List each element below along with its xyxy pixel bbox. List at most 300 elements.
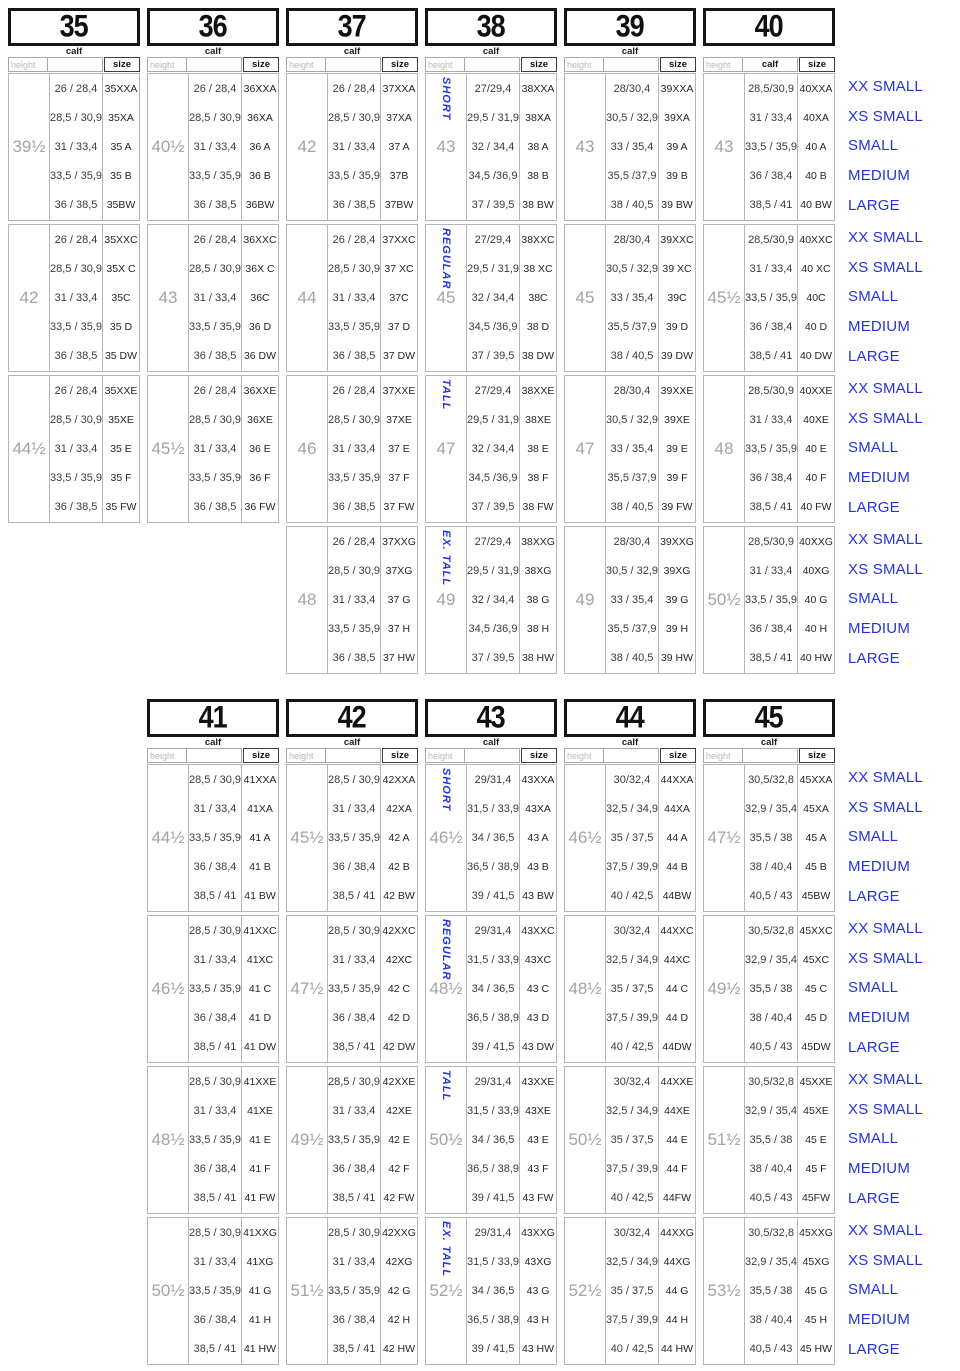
size-code: 42 FW	[383, 1192, 415, 1205]
size-block	[425, 526, 557, 674]
size-codes	[381, 74, 417, 220]
height-value: 48	[297, 590, 317, 609]
size-code: 40 F	[805, 472, 827, 485]
size-code: 45XC	[802, 953, 830, 966]
calf-values	[606, 916, 659, 1062]
size-code: 44 B	[666, 861, 688, 874]
fit-band-label: SHORT	[440, 77, 452, 121]
size-category-label: SMALL	[848, 439, 899, 457]
size-codes	[798, 916, 834, 1062]
size-code: 45 A	[805, 831, 827, 844]
column-header-row	[564, 57, 696, 72]
size-code: 37 XC	[384, 262, 414, 275]
calf-range: 30/32,4	[613, 773, 651, 786]
shoe-size-value: 35	[59, 9, 89, 44]
size-category-labels	[848, 71, 923, 673]
size-code: 45 E	[805, 1133, 827, 1146]
calf-values	[745, 225, 798, 371]
height-value: 43	[714, 137, 734, 156]
calf-range: 29,5 / 31,9	[467, 262, 519, 275]
size-code: 42XXC	[382, 924, 416, 937]
size-codes	[520, 74, 556, 220]
calf-range: 33,5 / 35,9	[328, 170, 380, 183]
size-column-42	[286, 699, 418, 1365]
height-header: height	[147, 57, 187, 72]
calf-values	[50, 74, 103, 220]
size-code: 39XA	[664, 111, 690, 124]
height-value: 49½	[707, 979, 741, 998]
calf-range: 35 / 37,5	[610, 1133, 654, 1146]
size-codes	[659, 225, 695, 371]
size-code: 43 HW	[521, 1343, 555, 1356]
size-code: 36BW	[245, 199, 275, 212]
height-value: 48½	[429, 979, 463, 998]
calf-range: 38 / 40,4	[749, 1012, 793, 1025]
size-code: 38 A	[527, 140, 549, 153]
calf-range: 34,5 /36,9	[468, 170, 518, 183]
height-cell	[565, 1218, 606, 1364]
size-code: 37 HW	[382, 652, 416, 665]
size-header: size	[660, 57, 696, 72]
calf-range: 38,5 / 41	[749, 652, 793, 665]
calf-range: 37,5 / 39,9	[606, 1012, 658, 1025]
size-blocks	[425, 73, 557, 674]
size-code: 35 B	[110, 170, 132, 183]
size-code: 43 A	[527, 831, 549, 844]
size-code: 40 G	[804, 593, 828, 606]
size-category-label: LARGE	[848, 1340, 900, 1358]
size-code: 39 XC	[662, 262, 692, 275]
calf-values	[328, 74, 381, 220]
calf-label: calf	[482, 737, 500, 748]
shoe-size-value: 40	[754, 9, 784, 44]
section-sizes-35-40	[8, 8, 960, 674]
size-code: 37B	[389, 170, 409, 183]
shoe-size-value: 44	[615, 700, 645, 735]
calf-range: 26 / 28,4	[54, 82, 98, 95]
calf-range: 28,5 / 30,9	[189, 1226, 241, 1239]
height-value: 50½	[151, 1281, 185, 1300]
size-codes	[242, 1218, 278, 1364]
calf-range: 33,5 / 35,9	[745, 140, 797, 153]
height-cell	[426, 527, 467, 673]
calf-values	[189, 376, 242, 522]
size-codes	[798, 74, 834, 220]
shoe-size-header	[564, 8, 696, 46]
size-code: 41 D	[248, 1012, 272, 1025]
size-code: 44 A	[666, 831, 688, 844]
calf-range: 33,5 / 35,9	[189, 321, 241, 334]
calf-label	[703, 46, 835, 57]
size-category-label: SMALL	[848, 590, 899, 608]
size-code: 45XA	[803, 802, 829, 815]
size-header: size	[799, 57, 835, 72]
calf-range: 38 / 40,5	[610, 652, 654, 665]
height-value: 46½	[429, 828, 463, 847]
fit-band-label: REGULAR	[440, 228, 452, 290]
size-code: 40 DW	[799, 350, 833, 363]
height-value: 52½	[568, 1281, 602, 1300]
size-header: size	[243, 748, 279, 763]
calf-range: 26 / 28,4	[332, 82, 376, 95]
size-code: 42 DW	[382, 1041, 416, 1054]
calf-values	[745, 765, 798, 911]
calf-range: 38,5 / 41	[193, 1192, 237, 1205]
size-block	[703, 375, 835, 523]
calf-range: 33,5 / 35,9	[328, 982, 380, 995]
size-code: 42XC	[385, 953, 413, 966]
calf-range: 32 / 34,4	[471, 442, 515, 455]
calf-range: 34 / 36,5	[471, 1284, 515, 1297]
height-cell	[287, 74, 328, 220]
calf-range: 28,5 / 30,9	[50, 262, 102, 275]
calf-values	[467, 74, 520, 220]
size-category-label: LARGE	[848, 649, 900, 667]
calf-range: 34 / 36,5	[471, 1133, 515, 1146]
calf-range: 32 / 34,4	[471, 291, 515, 304]
size-code: 40XE	[803, 413, 829, 426]
size-code: 43 H	[526, 1314, 550, 1327]
height-value: 45	[436, 288, 456, 307]
size-code: 35 A	[110, 140, 132, 153]
height-cell	[287, 376, 328, 522]
height-value: 44½	[151, 828, 185, 847]
size-header: size	[799, 748, 835, 763]
size-code: 37 F	[388, 472, 410, 485]
size-code: 41XXG	[243, 1226, 277, 1239]
size-codes	[659, 527, 695, 673]
size-code: 44XXA	[660, 773, 694, 786]
size-code: 45 B	[805, 861, 827, 874]
size-code: 37XXA	[382, 82, 416, 95]
height-header: height	[286, 748, 326, 763]
height-cell	[148, 376, 189, 522]
size-code: 37XE	[386, 413, 412, 426]
calf-range: 36 / 38,5	[332, 501, 376, 514]
height-value: 44½	[12, 439, 46, 458]
size-codes	[242, 916, 278, 1062]
size-code: 43 FW	[522, 1192, 554, 1205]
size-codes	[659, 74, 695, 220]
size-code: 35 F	[110, 472, 132, 485]
size-code: 35C	[111, 291, 131, 304]
size-code: 38 E	[527, 442, 549, 455]
height-cell	[287, 765, 328, 911]
calf-range: 36 / 38,4	[332, 1163, 376, 1176]
size-code: 39 B	[666, 170, 688, 183]
calf-values	[745, 527, 798, 673]
calf-values	[467, 916, 520, 1062]
size-codes	[242, 376, 278, 522]
column-header-row	[147, 748, 279, 763]
calf-range: 36 / 38,5	[332, 350, 376, 363]
size-codes	[381, 765, 417, 911]
calf-values	[189, 74, 242, 220]
calf-range: 33,5 / 35,9	[745, 593, 797, 606]
calf-values	[606, 1067, 659, 1213]
size-codes	[520, 765, 556, 911]
height-cell	[704, 74, 745, 220]
calf-values	[328, 916, 381, 1062]
calf-range: 29/31,4	[474, 773, 512, 786]
size-block	[147, 915, 279, 1063]
height-cell	[287, 527, 328, 673]
size-code: 41XXA	[243, 773, 277, 786]
size-codes	[103, 74, 139, 220]
size-block	[703, 915, 835, 1063]
calf-range: 31 / 33,4	[193, 140, 237, 153]
size-category-label: XS SMALL	[848, 409, 923, 427]
size-code: 44BW	[662, 890, 692, 903]
calf-range: 26 / 28,4	[193, 82, 237, 95]
size-code: 36 A	[249, 140, 271, 153]
calf-range: 28/30,4	[613, 535, 651, 548]
size-header: size	[243, 57, 279, 72]
calf-range: 30,5 / 32,9	[606, 413, 658, 426]
calf-range: 34,5 /36,9	[468, 472, 518, 485]
calf-range: 38,5 / 41	[749, 501, 793, 514]
size-code: 39 E	[666, 442, 688, 455]
size-code: 45XG	[802, 1255, 830, 1268]
size-block	[564, 1066, 696, 1214]
calf-range: 35,5 / 38	[749, 831, 793, 844]
calf-range: 28,5 / 30,9	[328, 1075, 380, 1088]
calf-range: 30,5 / 32,9	[606, 262, 658, 275]
size-code: 44XE	[664, 1104, 690, 1117]
size-code: 45 H	[804, 1314, 828, 1327]
size-codes	[242, 765, 278, 911]
calf-range: 32,9 / 35,4	[745, 802, 797, 815]
calf-values	[328, 1218, 381, 1364]
size-block	[425, 375, 557, 523]
calf-range: 31 / 33,4	[749, 413, 793, 426]
size-block	[286, 224, 418, 372]
height-header: height	[425, 57, 465, 72]
size-blocks	[8, 73, 140, 523]
size-code: 38 DW	[521, 350, 555, 363]
size-code: 38XG	[524, 564, 552, 577]
size-code: 42XG	[385, 1255, 413, 1268]
size-code: 38 XC	[523, 262, 553, 275]
fit-band-label: EX. TALL	[440, 1221, 452, 1278]
size-code: 41XXC	[243, 924, 277, 937]
calf-range: 28,5 / 30,9	[189, 413, 241, 426]
calf-label: calf	[760, 737, 778, 748]
calf-range: 33,5 / 35,9	[745, 291, 797, 304]
shoe-size-header	[564, 699, 696, 737]
calf-values	[467, 225, 520, 371]
size-code: 36 FW	[244, 501, 276, 514]
height-value: 42	[297, 137, 317, 156]
size-category-label: XS SMALL	[848, 258, 923, 276]
calf-range: 31 / 33,4	[54, 140, 98, 153]
height-header: height	[703, 57, 743, 72]
size-category-label: XS SMALL	[848, 1100, 923, 1118]
size-block	[286, 1217, 418, 1365]
size-header: size	[660, 748, 696, 763]
size-code: 40 FW	[800, 501, 832, 514]
calf-range: 27/29,4	[474, 82, 512, 95]
size-blocks	[425, 764, 557, 1365]
size-code: 44 H	[665, 1314, 689, 1327]
calf-range: 28,5/30,9	[748, 82, 794, 95]
size-category-label: MEDIUM	[848, 1311, 911, 1329]
size-code: 43XE	[525, 1104, 551, 1117]
height-value: 48½	[151, 1130, 185, 1149]
height-cell	[704, 225, 745, 371]
shoe-size-value: 45	[754, 700, 784, 735]
calf-range: 32 / 34,4	[471, 593, 515, 606]
size-block	[147, 375, 279, 523]
calf-range: 34 / 36,5	[471, 982, 515, 995]
calf-range: 33,5 / 35,9	[328, 623, 380, 636]
size-code: 37XXC	[382, 233, 416, 246]
calf-values	[745, 916, 798, 1062]
calf-range: 28,5 / 30,9	[189, 924, 241, 937]
size-code: 39XG	[663, 564, 691, 577]
calf-range: 36 / 38,5	[332, 199, 376, 212]
calf-range: 36,5 / 38,9	[467, 1314, 519, 1327]
size-codes	[381, 1067, 417, 1213]
size-category-label-group	[848, 914, 923, 1062]
size-block	[425, 73, 557, 221]
size-category-label: LARGE	[848, 196, 900, 214]
height-cell	[704, 1067, 745, 1213]
calf-range: 33,5 / 35,9	[189, 170, 241, 183]
size-code: 37 H	[387, 623, 411, 636]
size-code: 42 A	[388, 831, 410, 844]
calf-range: 36 / 38,4	[332, 861, 376, 874]
calf-range: 33,5 / 35,9	[189, 831, 241, 844]
size-code: 41XC	[246, 953, 274, 966]
size-code: 38XA	[525, 111, 551, 124]
size-code: 35 FW	[105, 501, 137, 514]
height-cell	[9, 74, 50, 220]
height-cell	[565, 916, 606, 1062]
calf-range: 29,5 / 31,9	[467, 111, 519, 124]
calf-range: 31 / 33,4	[54, 291, 98, 304]
size-code: 41 HW	[243, 1343, 277, 1356]
size-block	[564, 224, 696, 372]
calf-range: 32,5 / 34,9	[606, 802, 658, 815]
calf-range: 40,5 / 43	[749, 890, 793, 903]
height-value: 47	[575, 439, 595, 458]
size-code: 43XXC	[521, 924, 555, 937]
size-category-label: MEDIUM	[848, 469, 911, 487]
calf-values	[606, 376, 659, 522]
calf-range: 35,5 / 38	[749, 1133, 793, 1146]
height-cell	[148, 225, 189, 371]
shoe-size-header	[703, 699, 835, 737]
calf-range: 26 / 28,4	[193, 384, 237, 397]
size-code: 35 DW	[104, 350, 138, 363]
calf-range: 33 / 35,4	[610, 140, 654, 153]
size-code: 35XA	[108, 111, 134, 124]
fit-band-label: REGULAR	[440, 919, 452, 981]
calf-values	[328, 765, 381, 911]
calf-header	[465, 57, 520, 72]
calf-range: 28,5/30,9	[748, 384, 794, 397]
height-cell	[704, 376, 745, 522]
height-cell	[565, 527, 606, 673]
calf-range: 31 / 33,4	[193, 802, 237, 815]
calf-range: 36 / 38,5	[193, 350, 237, 363]
calf-range: 40,5 / 43	[749, 1343, 793, 1356]
size-code: 40 A	[805, 140, 827, 153]
calf-range: 39 / 41,5	[471, 1041, 515, 1054]
size-category-label: XX SMALL	[848, 920, 923, 938]
calf-range: 38,5 / 41	[749, 199, 793, 212]
size-code: 37BW	[384, 199, 414, 212]
calf-range: 31 / 33,4	[193, 291, 237, 304]
size-code: 39 F	[666, 472, 688, 485]
calf-range: 33,5 / 35,9	[189, 1133, 241, 1146]
shoe-size-header	[286, 8, 418, 46]
size-code: 42 F	[388, 1163, 410, 1176]
shoe-size-header	[703, 8, 835, 46]
size-code: 43XXG	[521, 1226, 555, 1239]
size-column-41	[147, 699, 279, 1365]
calf-label: calf	[204, 46, 222, 57]
size-category-label: MEDIUM	[848, 1160, 911, 1178]
height-cell	[565, 765, 606, 911]
size-code: 43 DW	[521, 1041, 555, 1054]
size-code: 43 F	[527, 1163, 549, 1176]
size-codes	[798, 1218, 834, 1364]
calf-label: calf	[482, 46, 500, 57]
height-value: 49	[575, 590, 595, 609]
size-code: 44DW	[662, 1041, 692, 1054]
size-code: 45DW	[801, 1041, 831, 1054]
calf-range: 37,5 / 39,9	[606, 1314, 658, 1327]
calf-range: 37,5 / 39,9	[606, 861, 658, 874]
size-code: 39XE	[664, 413, 690, 426]
size-category-label-group	[848, 374, 923, 522]
size-code: 38XXC	[521, 233, 555, 246]
size-code: 44XXE	[660, 1075, 694, 1088]
size-code: 38C	[528, 291, 548, 304]
calf-range: 33,5 / 35,9	[328, 321, 380, 334]
size-code: 40C	[806, 291, 826, 304]
height-cell	[148, 916, 189, 1062]
size-category-label: MEDIUM	[848, 318, 911, 336]
calf-header	[604, 57, 659, 72]
size-code: 36XA	[247, 111, 273, 124]
size-block	[147, 1217, 279, 1365]
calf-range: 30/32,4	[613, 1226, 651, 1239]
calf-range: 31 / 33,4	[332, 593, 376, 606]
size-codes	[103, 376, 139, 522]
size-block	[564, 915, 696, 1063]
calf-range: 28,5 / 30,9	[189, 1075, 241, 1088]
calf-range: 38 / 40,5	[610, 199, 654, 212]
height-cell	[9, 225, 50, 371]
size-code: 43XXE	[521, 1075, 555, 1088]
calf-range: 30/32,4	[613, 1075, 651, 1088]
shoe-size-header	[147, 8, 279, 46]
calf-header: calf	[743, 57, 798, 72]
size-code: 38XXG	[521, 535, 555, 548]
calf-range: 31 / 33,4	[332, 140, 376, 153]
size-codes	[520, 916, 556, 1062]
height-cell	[426, 74, 467, 220]
size-code: 39C	[667, 291, 687, 304]
size-category-label-group	[848, 525, 923, 673]
size-blocks	[286, 764, 418, 1365]
height-cell	[704, 1218, 745, 1364]
calf-range: 31 / 33,4	[193, 442, 237, 455]
calf-range: 31,5 / 33,9	[467, 802, 519, 815]
